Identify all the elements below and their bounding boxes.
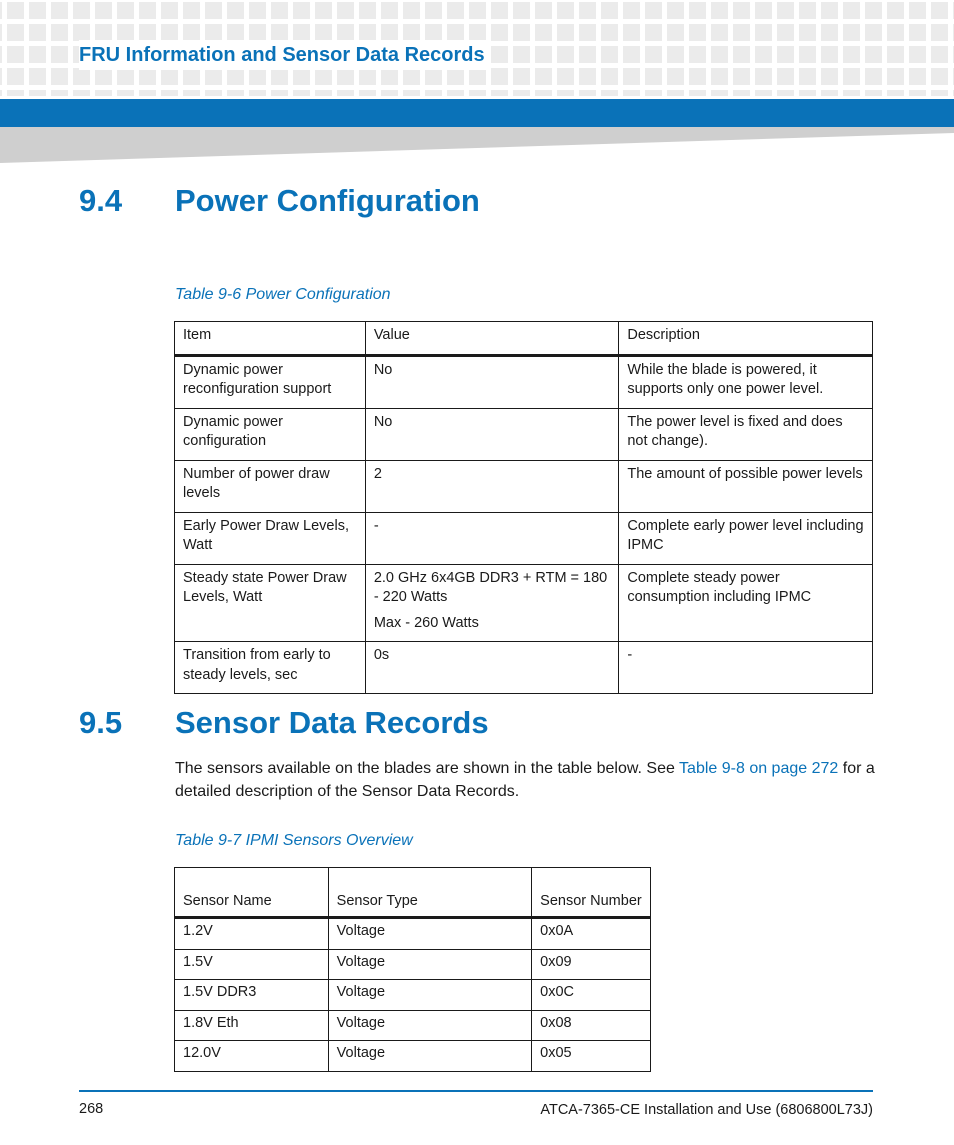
section-title: Power Configuration xyxy=(175,183,480,218)
cell-sensor-number: 0x0A xyxy=(532,918,651,950)
value-line: 2 xyxy=(373,465,382,482)
cell-description: Complete steady power consumption including IPMC xyxy=(619,564,873,642)
cell-item: Early Power Draw Levels, Watt xyxy=(175,512,366,564)
cell-value xyxy=(365,642,619,694)
document-title: ATCA-7365-CE Installation and Use (6806800L73J) xyxy=(540,1102,873,1118)
table-row xyxy=(175,980,651,1011)
table-row xyxy=(175,564,873,642)
table-row xyxy=(175,918,651,950)
cell-item: Steady state Power Draw Levels, Watt xyxy=(175,564,366,642)
cell-description: - xyxy=(619,642,873,694)
table-row xyxy=(175,1010,651,1041)
cell-value xyxy=(365,355,619,408)
cell-item: Dynamic power configuration xyxy=(175,408,366,460)
cell-value xyxy=(365,460,619,512)
value-line: No xyxy=(373,413,393,430)
cell-sensor-number: 0x08 xyxy=(532,1010,651,1041)
cell-value xyxy=(365,564,619,642)
cell-item: Transition from early to steady levels, sec xyxy=(175,642,366,694)
section-title: Sensor Data Records xyxy=(175,705,489,740)
cell-sensor-name: 1.5V xyxy=(175,949,329,980)
cell-item: Number of power draw levels xyxy=(175,460,366,512)
table-row xyxy=(175,355,873,408)
header-gray-wedge xyxy=(0,127,954,163)
column-header: Item xyxy=(175,322,366,356)
sensor-intro-paragraph xyxy=(175,757,875,803)
value-line: 2.0 GHz 6x4GB DDR3 + RTM = 180 - 220 Watts xyxy=(373,569,608,605)
cell-description: The amount of possible power levels xyxy=(619,460,873,512)
section-number: 9.4 xyxy=(79,183,123,218)
cell-sensor-name: 1.2V xyxy=(175,918,329,950)
cell-description: While the blade is powered, it supports only one power level. xyxy=(619,355,873,408)
running-title: FRU Information and Sensor Data Records xyxy=(79,40,491,70)
table-header-row xyxy=(175,322,873,356)
cell-value xyxy=(365,408,619,460)
cell-sensor-type: Voltage xyxy=(328,949,532,980)
value-line: - xyxy=(373,517,379,534)
cell-value xyxy=(365,512,619,564)
cell-sensor-number: 0x09 xyxy=(532,949,651,980)
cell-sensor-name: 1.8V Eth xyxy=(175,1010,329,1041)
cell-sensor-type: Voltage xyxy=(328,1010,532,1041)
value-line: Max - 260 Watts xyxy=(373,614,479,631)
page-number: 268 xyxy=(79,1101,104,1117)
footer-rule xyxy=(79,1090,873,1092)
cell-sensor-name: 12.0V xyxy=(175,1041,329,1072)
cell-sensor-number: 0x05 xyxy=(532,1041,651,1072)
cell-sensor-type: Voltage xyxy=(328,918,532,950)
table-caption-power: Table 9-6 Power Configuration xyxy=(175,286,391,303)
column-header: Description xyxy=(619,322,873,356)
cell-item: Dynamic power reconfiguration support xyxy=(175,355,366,408)
column-header: Sensor Name xyxy=(175,868,329,918)
column-header: Value xyxy=(365,322,619,356)
table-row xyxy=(175,408,873,460)
table-row xyxy=(175,642,873,694)
intro-text: for a detailed description of the Sensor Data Records. xyxy=(175,760,875,800)
power-configuration-table xyxy=(174,321,873,694)
cell-sensor-type: Voltage xyxy=(328,1041,532,1072)
column-header: Sensor Number xyxy=(532,868,651,918)
cell-description: Complete early power level including IPMC xyxy=(619,512,873,564)
cell-sensor-number: 0x0C xyxy=(532,980,651,1011)
table-row xyxy=(175,949,651,980)
table-row xyxy=(175,460,873,512)
table-row xyxy=(175,1041,651,1072)
table-9-8-link[interactable]: Table 9-8 on page 272 xyxy=(679,760,839,777)
ipmi-sensors-table xyxy=(174,867,651,1072)
section-number: 9.5 xyxy=(79,705,123,740)
column-header: Sensor Type xyxy=(328,868,532,918)
table-caption-sensors: Table 9-7 IPMI Sensors Overview xyxy=(175,832,413,849)
table-header-row xyxy=(175,868,651,918)
header-blue-bar xyxy=(0,99,954,127)
value-line: 0s xyxy=(373,647,390,663)
cell-sensor-type: Voltage xyxy=(328,980,532,1011)
cell-description: The power level is fixed and does not change). xyxy=(619,408,873,460)
intro-text: The sensors available on the blades are shown in the table below. See xyxy=(175,760,680,777)
value-line: No xyxy=(373,361,393,378)
table-row xyxy=(175,512,873,564)
cell-sensor-name: 1.5V DDR3 xyxy=(175,980,329,1011)
